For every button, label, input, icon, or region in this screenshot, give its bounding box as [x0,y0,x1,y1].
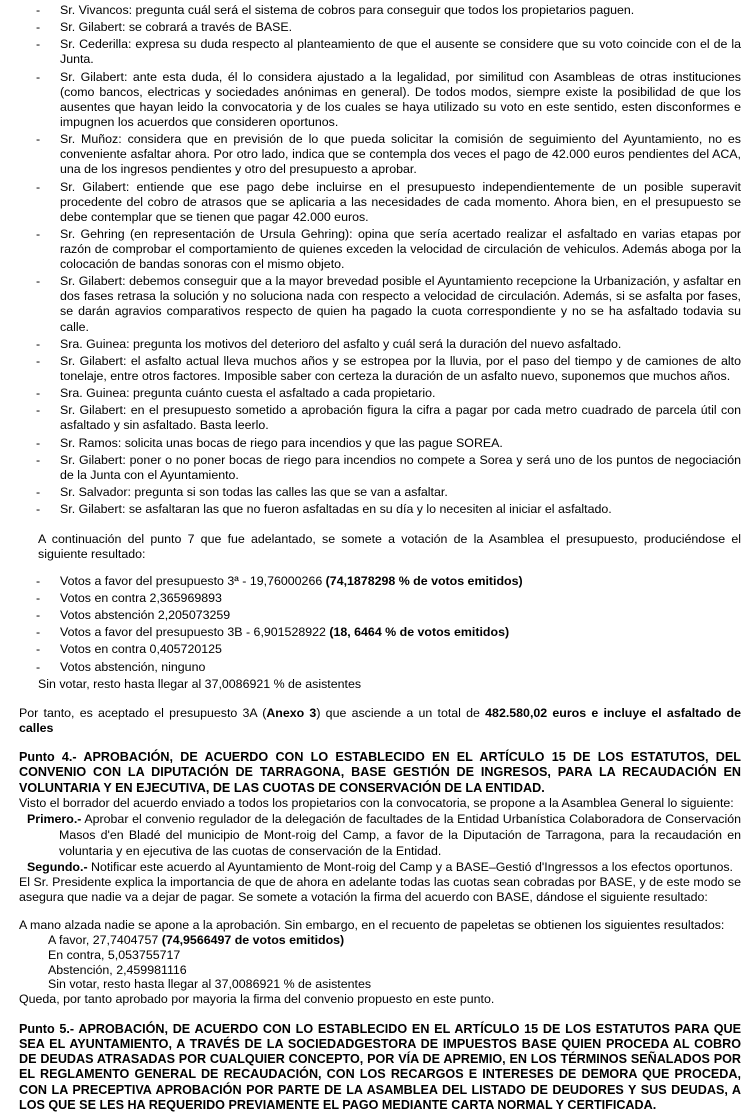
list-item [19,3,741,18]
list-item-text: Sr. Cederilla: expresa su duda respecto al planteamiento de que el ausente se considere que su voto coincide con el de la Junta. [60,37,741,67]
list-item [19,274,741,334]
dash-bullet-icon: - [36,37,41,52]
punto-4-primero [19,811,741,859]
votacion-intro: A continuación del punto 7 que fue adelantado, se somete a votación de la Asamblea el presupuesto, produciéndose el siguiente resultado: [38,531,741,561]
list-item [19,502,741,517]
list-item [19,386,741,401]
dash-bullet-icon: - [36,403,41,418]
list-item-text: Sr. Gilabert: en el presupuesto sometido a aprobación figura la cifra a pagar por cada metro cuadrado de parcela útil con asfaltado y sin asfaltado. Basta leerlo. [60,403,741,433]
list-item [19,574,741,589]
list-item-text: Sr. Gehring (en representación de Ursula Gehring): opina que sería acertado realizar el asfaltado en varias etapas por razón de comprobar el comportamiento de quienes exceden la velocidad de circulación de vehiculos. Además aboga por la colocación de bandas sonoras con el mismo objeto. [60,226,741,272]
list-item [19,485,741,500]
result-bold: (74,9566497 de votos emitidos) [161,933,345,948]
list-item-text: Votos en contra 2,365969893 [60,590,222,605]
list-item-text: Sr. Gilabert: se asfaltaran las que no fueron asfaltadas en su día y lo necesiten al iniciar el asfaltado. [60,502,612,517]
list-item [19,660,741,675]
votes-sin-votar: Sin votar, resto hasta llegar al 37,0086921 % de asistentes [38,676,362,691]
interventions-list [19,3,741,517]
result-line [48,933,741,948]
conclusion-part2: ) que asciende a un total de [316,705,486,720]
list-item [19,337,741,352]
list-item-text: Votos a favor del presupuesto 3ª - 19,76000266 [60,573,326,588]
conclusion-total: 482.580,02 euros e incluye el asfaltado de calles [19,705,742,735]
list-item-text: Sr. Gilabert: el asfalto actual lleva muchos años y se estropea por la lluvia, por el paso del tiempo y de camiones de alto tonelaje, entre otros factores. Imposible saber con certeza la duración de un asfalto nuevo, suponemos que muchos años. [60,353,741,383]
document-page [19,3,741,1113]
result-text: A favor, 27,7404757 [48,933,162,948]
punto-4-queda: Queda, por tanto aprobado por mayoria la firma del convenio propuesto en este punto. [19,992,495,1007]
dash-bullet-icon: - [36,274,41,289]
list-item [19,20,741,35]
list-item-bold: (18, 6464 % de votos emitidos) [329,625,510,640]
list-item-text: Sr. Gilabert: debemos conseguir que a la mayor brevedad posible el Ayuntamiento recepcione la Urbanización, y asfaltar en dos fases retrasa la solución y no soluciona nada con respecto a velocidad de circulación. Además, si se asfalta por fases, se darán agravios comparativos respecto de quien ha pagado la cuota correspondiente y no se ha asfaltado todavia su calle. [60,274,741,334]
list-item-bold: (74,1878298 % de votos emitidos) [325,573,523,588]
list-item [19,453,741,483]
dash-bullet-icon: - [36,573,41,588]
dash-bullet-icon: - [36,435,41,450]
list-item-text: Sr. Gilabert: poner o no poner bocas de riego para incendios no compete a Sorea y será uno de los puntos de negociación de la Junta con el Ayuntamiento. [60,452,741,482]
dash-bullet-icon: - [36,659,41,674]
segundo-label: Segundo.- [27,860,88,875]
list-item-text: Sra. Guinea: pregunta los motivos del deterioro del asfalto y cuál será la duración del nuevo asfaltado. [60,336,622,351]
punto-4-presidente: El Sr. Presidente explica la importancia de que de ahora en adelante todas las cuotas sean cobradas por BASE, y de este modo se asegura que nadie va a dejar de pagar. Se somete a votación la firma del acuerdo con BASE, dándose el siguiente resultado: [19,875,741,905]
conclusion-part1: Por tanto, es aceptado el presupuesto 3A ( [19,705,267,720]
result-line [48,963,741,978]
punto-5-section [19,1022,741,1113]
dash-bullet-icon: - [36,625,41,640]
conclusion-annex: Anexo 3 [266,705,317,720]
votes-list [19,574,741,675]
list-item [19,354,741,384]
list-item-text: Votos abstención, ninguno [60,659,206,674]
list-item [19,608,741,623]
result-line [48,948,741,963]
list-item-text: Sr. Salvador: pregunta si son todas las calles las que se van a asfaltar. [60,485,448,500]
result-text: Sin votar, resto hasta llegar al 37,0086921 % de asistentes [48,977,372,992]
list-item-text: Sr. Gilabert: ante esta duda, él lo considera ajustado a la legalidad, por similitud con Asambleas de otras instituciones (como bancos, electricas y sociedades anónimas en general). De todos modos, siempre existe la posibilidad de que los ausentes que hayan leido la convocatoria y de los cuales se haya utilizado su voto en este sentido, esten disconformes e impugnen los acuerdos que consideren oportunos. [60,69,741,129]
punto-4-mano-alzada: A mano alzada nadie se apone a la aprobación. Sin embargo, en el recuento de papeletas se obtienen los siguientes resultados: [19,917,725,932]
list-item-text: Votos a favor del presupuesto 3B - 6,901528922 [60,625,330,640]
list-item [19,642,741,657]
budget-conclusion [19,706,741,736]
list-item [19,132,741,177]
punto-4-intro: Visto el borrador del acuerdo enviado a todos los propietarios con la convocatoria, se propone a la Asamblea General lo siguiente: [19,795,734,810]
punto-4-section [19,750,741,1008]
dash-bullet-icon: - [36,590,41,605]
punto-4-results [19,933,741,992]
dash-bullet-icon: - [36,179,41,194]
dash-bullet-icon: - [36,642,41,657]
list-item-text: Votos en contra 0,405720125 [60,642,222,657]
dash-bullet-icon: - [36,485,41,500]
list-item-text: Sr. Ramos: solicita unas bocas de riego para incendios y que las pague SOREA. [60,435,503,450]
list-item [19,180,741,225]
list-item-text: Sr. Gilabert: entiende que ese pago debe incluirse en el presupuesto independientemente de un posible superavit procedente del cobro de atrasos que se aplicaria a las necesidades de cada momento. Ahora bien, en el presupuesto se debe contemplar que se tienen que pagar 42.000 euros. [60,179,741,224]
dash-bullet-icon: - [36,608,41,623]
list-item-text: Sr. Vivancos: pregunta cuál será el sistema de cobros para conseguir que todos los propietarios paguen. [60,3,635,17]
segundo-text: Notificar este acuerdo al Ayuntamiento de Mont-roig del Camp y a BASE–Gestió d'Ingressos a los efectos oportunos. [87,860,733,875]
dash-bullet-icon: - [36,226,41,241]
punto-5-title: Punto 5.- APROBACIÓN, DE ACUERDO CON LO ESTABLECIDO EN EL ARTÍCULO 15 DE LOS ESTATUTOS PARA QUE SEA EL AYUNTAMIENTO, A TRAVÉS DE LA SOCIEDADGESTORA DE IMPUESTOS BASE QUIEN PROCEDA AL COBRO DE DEUDAS ATRASADAS POR CUALQUIER CONCEPTO, POR VÍA DE APREMIO, EN LOS TÉRMINOS SEÑALADOS POR EL REGLAMENTO GENERAL DE RECAUDACIÓN, CON LOS RECARGOS E INTERESES DE DEMORA QUE PROCEDA, CON LA PRECEPTIVA APROBACIÓN POR PARTE DE LA ASAMBLEA DEL LISTADO DE DEUDORES Y SUS DEUDAS, A LOS QUE SE LES HA REQUERIDO PREVIAMENTE EL PAGO MEDIANTE CARTA NORMAL Y CERTIFICADA. [19,1021,741,1113]
list-item [19,436,741,451]
dash-bullet-icon: - [36,386,41,401]
dash-bullet-icon: - [36,353,41,368]
list-item-text: Sr. Gilabert: se cobrará a través de BASE. [60,20,293,35]
dash-bullet-icon: - [36,69,41,84]
punto-4-title: Punto 4.- APROBACIÓN, DE ACUERDO CON LO ESTABLECIDO EN EL ARTÍCULO 15 DE LOS ESTATUTOS, DEL CONVENIO CON LA DIPUTACIÓN DE TARRAGONA, BASE GESTIÓN DE INGRESOS, PARA LA RECAUDACIÓN EN VOLUNTARIA Y EN EJECUTIVA, DE LAS CUOTAS DE CONSERVACIÓN DE LA ENTIDAD. [19,750,741,795]
list-item [19,403,741,433]
list-item [19,70,741,130]
list-item-text: Votos abstención 2,205073259 [60,608,231,623]
primero-text: Aprobar el convenio regulador de la delegación de facultades de la Entidad Urbanística Colaboradora de Conservación Masos d'en Bladé del municipio de Mont-roig del Camp, a favor de la Diputación de Tarragona, para la recaudación en voluntaria y en ejecutiva de las cuotas de conservación de la Entidad. [59,812,741,859]
result-text: En contra, 5,053755717 [48,947,181,962]
dash-bullet-icon: - [36,132,41,147]
dash-bullet-icon: - [36,3,41,17]
list-item [19,37,741,67]
list-item [19,227,741,272]
dash-bullet-icon: - [36,502,41,517]
result-text: Abstención, 2,459981116 [48,962,187,977]
list-item-text: Sr. Muñoz: considera que en previsión de lo que pueda solicitar la comisión de seguimiento del Ayuntamiento, no es conveniente asfaltar ahora. Por otro lado, indica que se contempla dos veces el pago de 42.000 euros pendientes del ACA, una de los ingresos pendientes y otro del presupuesto a aprobar. [60,132,741,177]
punto-4-segundo [19,859,741,875]
result-line [48,977,741,992]
primero-label: Primero.- [27,812,82,827]
list-item [19,625,741,640]
list-item-text: Sra. Guinea: pregunta cuánto cuesta el asfaltado a cada propietario. [60,386,436,401]
dash-bullet-icon: - [36,336,41,351]
dash-bullet-icon: - [36,452,41,467]
dash-bullet-icon: - [36,20,41,35]
list-item [19,591,741,606]
